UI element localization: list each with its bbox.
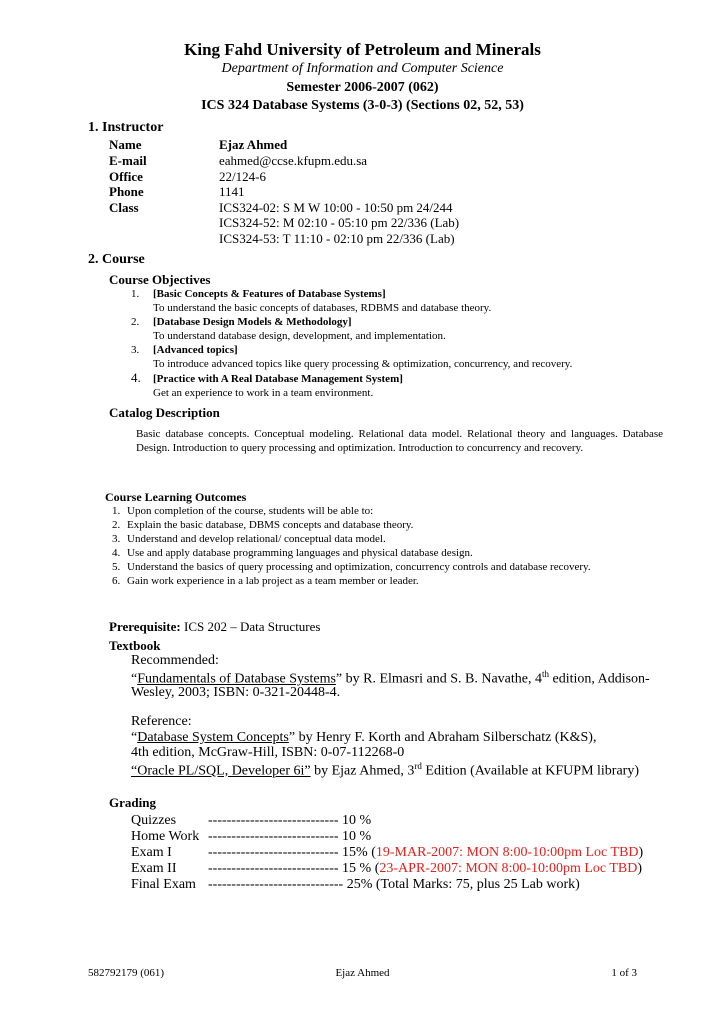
objective-title: [Database Design Models & Methodology] [153, 316, 352, 328]
recommended-label: Recommended: [131, 653, 219, 668]
exam-schedule: 23-APR-2007: MON 8:00-10:00pm Loc TBD [379, 861, 638, 876]
grading-dashes: ---------------------------- [208, 813, 339, 828]
recommended-book-publisher: edition, Addison- [549, 671, 650, 687]
phone-value: 1141 [219, 184, 245, 199]
grading-entry [208, 877, 580, 893]
reference-book-2 [131, 761, 639, 780]
grading-entry [208, 829, 371, 845]
class-label: Class [109, 200, 139, 215]
quote-mark: “ [131, 730, 138, 745]
prerequisite [109, 619, 320, 635]
paren: ) [637, 861, 643, 876]
objective-text: To understand database design, development, and implementation. [153, 330, 446, 342]
grading-label: Quizzes [131, 813, 177, 828]
reference-book-1-details: 4th edition, McGraw-Hill, ISBN: 0-07-112268-0 [131, 745, 405, 760]
outcome-text: Understand the basics of query processing and optimization, concurrency controls and database recovery. [127, 561, 591, 573]
paren: ( [371, 845, 376, 860]
grading-label: Exam I [131, 845, 172, 860]
exam-schedule: 19-MAR-2007: MON 8:00-10:00pm Loc TBD [375, 845, 639, 860]
outcome-number: 5. [112, 561, 121, 573]
prerequisite-value: ICS 202 – Data Structures [183, 619, 321, 634]
grading-label: Final Exam [131, 877, 196, 892]
grading-entry [208, 845, 643, 861]
reference-book-1 [131, 730, 596, 746]
grading-heading: Grading [109, 795, 156, 810]
objective-title: [Advanced topics] [153, 344, 238, 356]
outcome-text: Use and apply database programming languages and physical database design. [127, 547, 473, 559]
outcome-text: Explain the basic database, DBMS concepts and database theory. [127, 519, 414, 531]
quote-mark: “ [131, 671, 138, 687]
edition-superscript: th [541, 669, 549, 679]
prerequisite-label: Prerequisite: [109, 619, 181, 634]
grading-dashes: ---------------------------- [208, 861, 339, 876]
email-label: E-mail [109, 153, 147, 168]
grading-value: 15% [338, 845, 372, 860]
grading-value: 10 % [338, 813, 372, 828]
class-value-1: ICS324-02: S M W 10:00 - 10:50 pm 24/244 [219, 200, 453, 215]
outcome-number: 1. [112, 505, 121, 517]
outcome-number: 3. [112, 533, 121, 545]
catalog-heading: Catalog Description [109, 405, 220, 420]
grading-dashes: ---------------------------- [208, 845, 339, 860]
grading-value: 15 % [338, 861, 375, 876]
footer-author: Ejaz Ahmed [335, 967, 390, 979]
recommended-book-isbn: Wesley, 2003; ISBN: 0-321-20448-4. [131, 685, 341, 700]
objective-number: 2. [131, 316, 140, 328]
textbook-heading: Textbook [109, 638, 161, 653]
outcome-number: 2. [112, 519, 121, 531]
reference-book-2-details: Edition (Available at KFUPM library) [421, 763, 640, 779]
university-title: King Fahd University of Petroleum and Minerals [184, 40, 541, 59]
class-value-3: ICS324-53: T 11:10 - 02:10 pm 22/336 (Lab) [219, 231, 455, 246]
outcome-text: Gain work experience in a lab project as a team member or leader. [127, 575, 419, 587]
grading-dashes: ---------------------------- [208, 829, 339, 844]
reference-book-2-author: by Ejaz Ahmed, 3 [310, 763, 415, 779]
grading-value: 10 % [338, 829, 372, 844]
outcome-text: Understand and develop relational/ conceptual data model. [127, 533, 386, 545]
grading-entry [208, 813, 371, 829]
objective-title: [Practice with A Real Database Management System] [153, 373, 403, 385]
outcome-number: 6. [112, 575, 121, 587]
paren: ) [638, 845, 644, 860]
recommended-book-authors: ” by R. Elmasri and S. B. Navathe, 4 [335, 671, 542, 687]
outcomes-heading: Course Learning Outcomes [105, 490, 247, 504]
outcome-number: 4. [112, 547, 121, 559]
grading-value: 25% (Total Marks: 75, plus 25 Lab work) [343, 877, 580, 892]
reference-book-1-title: Database System Concepts [137, 730, 289, 745]
course-title: ICS 324 Database Systems (3-0-3) (Sections 02, 52, 53) [201, 98, 524, 113]
grading-dashes: ----------------------------- [208, 877, 344, 892]
course-heading: 2. Course [88, 252, 145, 267]
objectives-heading: Course Objectives [109, 272, 211, 287]
reference-label: Reference: [131, 714, 192, 729]
department-name: Department of Information and Computer Science [221, 61, 504, 76]
reference-book-2-title: “Oracle PL/SQL, Developer 6i” [131, 763, 311, 779]
outcome-text: Upon completion of the course, students will be able to: [127, 505, 374, 517]
office-value: 22/124-6 [219, 169, 266, 184]
grading-entry [208, 861, 642, 877]
recommended-book-title: Fundamentals of Database Systems [137, 671, 336, 687]
instructor-heading: 1. Instructor [88, 120, 164, 135]
semester-line: Semester 2006-2007 (062) [286, 80, 439, 95]
class-value-2: ICS324-52: M 02:10 - 05:10 pm 22/336 (Lab) [219, 215, 460, 230]
grading-label: Exam II [131, 861, 177, 876]
grading-label: Home Work [131, 829, 200, 844]
objective-text: To introduce advanced topics like query processing & optimization, concurrency, and recovery. [153, 358, 573, 370]
reference-book-1-authors: ” by Henry F. Korth and Abraham Silberschatz (K&S), [288, 730, 597, 745]
email-value: eahmed@ccse.kfupm.edu.sa [219, 153, 368, 168]
objective-text: Get an experience to work in a team environment. [153, 387, 374, 399]
footer-page-number: 1 of 3 [611, 967, 637, 979]
objective-number: 1. [131, 288, 140, 300]
catalog-description: Basic database concepts. Conceptual modeling. Relational data model. Relational theory and languages. Database Design. Introduction to query processing and optimization. Introduction to concurrency and recovery. [136, 428, 663, 454]
edition-superscript: rd [414, 761, 422, 771]
objective-title: [Basic Concepts & Features of Database Systems] [153, 288, 386, 300]
objective-number: 4. [131, 370, 141, 385]
paren: ( [374, 861, 380, 876]
instructor-name: Ejaz Ahmed [219, 137, 288, 152]
phone-label: Phone [109, 184, 144, 199]
footer-doc-id: 582792179 (061) [88, 967, 165, 979]
instructor-label: Name [109, 137, 142, 152]
objective-text: To understand the basic concepts of databases, RDBMS and database theory. [153, 302, 492, 314]
objective-number: 3. [131, 344, 140, 356]
office-label: Office [109, 169, 143, 184]
